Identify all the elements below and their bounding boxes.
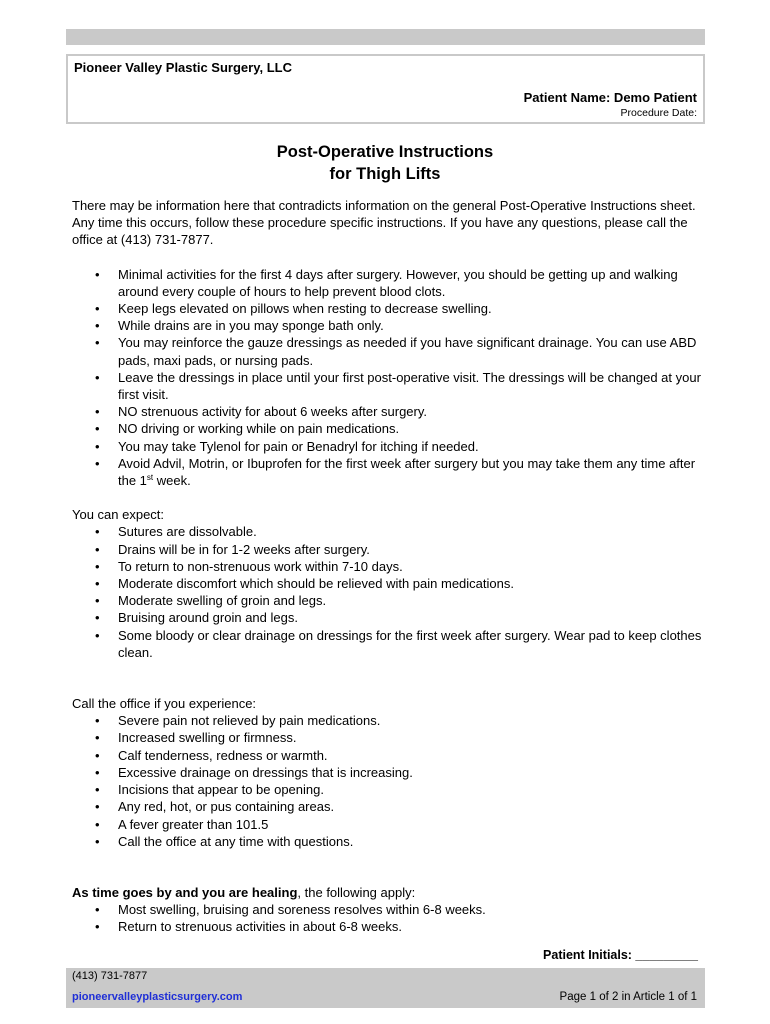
header-box xyxy=(66,54,705,124)
list-item-tail: week. xyxy=(153,473,191,489)
list-item: • Calf tenderness, redness or warmth. xyxy=(118,747,702,764)
list-item: • NO strenuous activity for about 6 weeks after surgery. xyxy=(118,403,702,420)
patient-initials: Patient Initials: _________ xyxy=(543,948,698,962)
list-item: • Call the office at any time with questions. xyxy=(118,833,702,850)
title-line-1: Post-Operative Instructions xyxy=(276,143,494,161)
document-title xyxy=(0,141,770,185)
list-item: • Severe pain not relieved by pain medications. xyxy=(118,712,702,729)
expect-list xyxy=(72,523,702,661)
list-item: • Return to strenuous activities in about 6-8 weeks. xyxy=(118,918,702,935)
healing-heading-bold: As time goes by and you are healing xyxy=(72,884,298,900)
list-item: • To return to non-strenuous work within 7-10 days. xyxy=(118,558,702,575)
instructions-list xyxy=(72,266,702,490)
list-item: • While drains are in you may sponge bath only. xyxy=(118,317,702,334)
list-item: • Most swelling, bruising and soreness resolves within 6-8 weeks. xyxy=(118,901,702,918)
superscript: st xyxy=(146,473,154,483)
document-body xyxy=(72,197,702,936)
list-item: • Minimal activities for the first 4 days after surgery. However, you should be getting up and walking around every couple of hours to help prevent blood clots. xyxy=(118,266,702,300)
list-item: • Bruising around groin and legs. xyxy=(118,609,702,626)
intro-paragraph: There may be information here that contradicts information on the general Post-Operative Instructions sheet. Any time this occurs, follow these procedure specific instructions. If you have any questions, please call the office at (413) 731-7877. xyxy=(72,198,696,248)
call-heading: Call the office if you experience: xyxy=(72,696,257,712)
list-item: • You may take Tylenol for pain or Benadryl for itching if needed. xyxy=(118,438,702,455)
list-item: • Incisions that appear to be opening. xyxy=(118,781,702,798)
healing-heading xyxy=(72,884,702,901)
title-line-2: for Thigh Lifts xyxy=(329,165,441,183)
healing-list xyxy=(72,901,702,935)
list-item: • Moderate discomfort which should be relieved with pain medications. xyxy=(118,575,702,592)
list-item: • Any red, hot, or pus containing areas. xyxy=(118,798,702,815)
expect-heading: You can expect: xyxy=(72,507,165,523)
list-item: • Increased swelling or firmness. xyxy=(118,729,702,746)
page-indicator: Page 1 of 2 in Article 1 of 1 xyxy=(559,991,697,1003)
top-header-bar xyxy=(66,29,705,45)
list-item: • Moderate swelling of groin and legs. xyxy=(118,592,702,609)
healing-heading-rest: , the following apply: xyxy=(297,884,416,900)
list-item: • Sutures are dissolvable. xyxy=(118,523,702,540)
list-item-text: Avoid Advil, Motrin, or Ibuprofen for the first week after surgery but you may take them any time after the 1 xyxy=(118,455,696,489)
list-item: • Some bloody or clear drainage on dressings for the first week after surgery. Wear pad to keep clothes clean. xyxy=(118,627,702,661)
website-link[interactable]: pioneervalleyplasticsurgery.com xyxy=(72,991,243,1003)
list-item: • Keep legs elevated on pillows when resting to decrease swelling. xyxy=(118,300,702,317)
footer-phone: (413) 731-7877 xyxy=(72,970,148,982)
patient-name: Patient Name: Demo Patient xyxy=(523,90,697,105)
list-item: • Leave the dressings in place until your first post-operative visit. The dressings will be changed at your first visit. xyxy=(118,369,702,403)
list-item: • A fever greater than 101.5 xyxy=(118,816,702,833)
call-list xyxy=(72,712,702,850)
footer-bar xyxy=(66,968,705,1008)
list-item: • Drains will be in for 1-2 weeks after surgery. xyxy=(118,541,702,558)
list-item: • You may reinforce the gauze dressings as needed if you have significant drainage. You can use ABD pads, maxi pads, or nursing pads. xyxy=(118,334,702,368)
practice-name: Pioneer Valley Plastic Surgery, LLC xyxy=(74,60,292,75)
list-item xyxy=(118,455,702,489)
list-item: • Excessive drainage on dressings that is increasing. xyxy=(118,764,702,781)
list-item: • NO driving or working while on pain medications. xyxy=(118,420,702,437)
procedure-date-label: Procedure Date: xyxy=(620,107,697,119)
